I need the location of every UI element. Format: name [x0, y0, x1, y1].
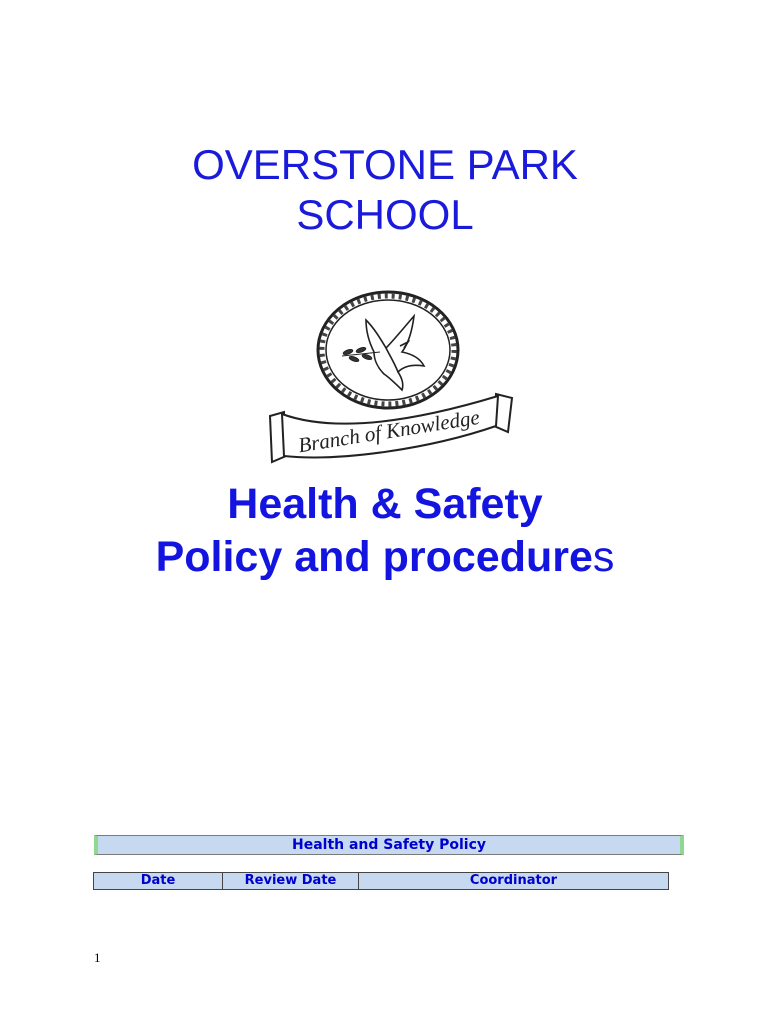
dove-emblem-icon [262, 286, 522, 476]
school-name-line1: OVERSTONE PARK [192, 141, 578, 188]
policy-heading-bar: Health and Safety Policy [94, 835, 684, 855]
column-coordinator: Coordinator [469, 873, 558, 888]
school-name-line2: SCHOOL [296, 191, 474, 238]
document-title-line2 [0, 531, 770, 584]
school-name [0, 140, 770, 240]
logo-motto: Branch of Knowledge [296, 404, 482, 458]
document-title-line2-tail: s [592, 533, 615, 581]
document-title-line2-main: Policy and procedure [155, 533, 593, 581]
column-date: Date [94, 873, 223, 889]
document-title [0, 478, 770, 584]
column-review-date: Review Date [223, 873, 359, 889]
page-number: 1 [94, 950, 101, 965]
policy-table-header [93, 872, 669, 890]
school-logo [262, 286, 522, 476]
document-title-line1: Health & Safety [227, 480, 543, 528]
